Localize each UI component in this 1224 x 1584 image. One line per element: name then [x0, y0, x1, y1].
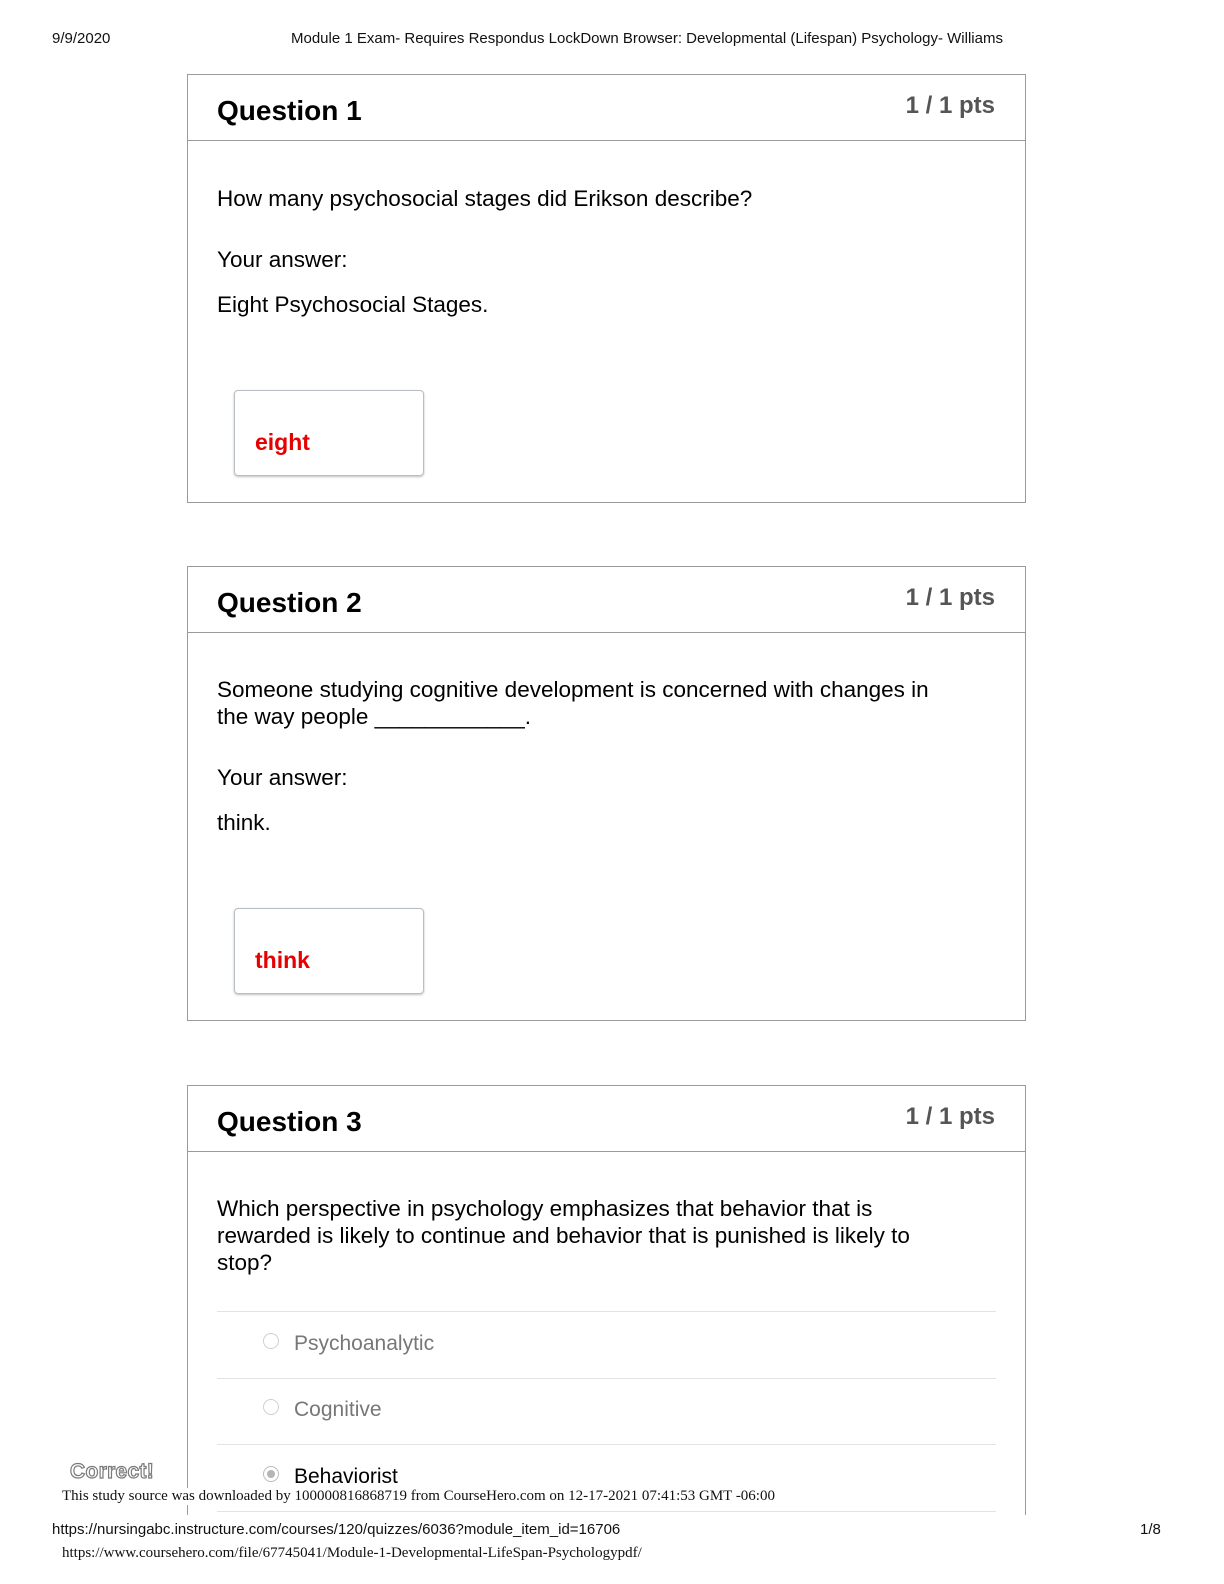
question-text-line: rewarded is likely to continue and behavior that is punished is likely to [217, 1223, 910, 1248]
option-label-selected: Behaviorist [294, 1465, 398, 1488]
question-title: Question 1 [217, 95, 362, 126]
radio-psychoanalytic[interactable] [263, 1333, 279, 1349]
question-text [217, 676, 987, 730]
correct-answer-text: think [255, 947, 310, 973]
radio-cognitive[interactable] [263, 1399, 279, 1415]
question-points: 1 / 1 pts [905, 584, 995, 611]
print-date: 9/9/2020 [52, 30, 111, 47]
question-points: 1 / 1 pts [905, 92, 995, 119]
correct-answer-box [234, 908, 424, 994]
option-label: Psychoanalytic [294, 1332, 435, 1355]
question-text-line: Someone studying cognitive development is concerned with changes in [217, 677, 929, 702]
question-header [188, 1086, 1025, 1152]
option-divider [217, 1511, 996, 1512]
question-card-1 [187, 74, 1026, 503]
your-answer-label: Your answer: [217, 247, 348, 272]
option-divider [217, 1444, 996, 1445]
page-url: https://nursingabc.instructure.com/courses/120/quizzes/6036?module_item_id=16706 [52, 1521, 621, 1538]
correct-feedback-label: Correct! [70, 1460, 155, 1483]
your-answer-value: Eight Psychosocial Stages. [217, 292, 489, 317]
your-answer-label: Your answer: [217, 765, 348, 790]
question-card-3 [187, 1085, 1026, 1515]
correct-answer-box [234, 390, 424, 476]
question-points: 1 / 1 pts [905, 1103, 995, 1130]
option-divider [217, 1378, 996, 1379]
option-divider [217, 1311, 996, 1312]
question-text-line: stop? [217, 1250, 273, 1275]
question-title: Question 2 [217, 587, 362, 618]
question-card-2 [187, 566, 1026, 1021]
question-text [217, 1195, 987, 1276]
download-watermark: This study source was downloaded by 100000816868719 from CourseHero.com on 12-17-2021 07:41:53 GMT -06:00 [62, 1488, 779, 1505]
page-title: Module 1 Exam- Requires Respondus LockDown Browser: Developmental (Lifespan) Psychology- Williams [291, 30, 1003, 47]
question-text-line: the way people ____________. [217, 704, 532, 729]
correct-answer-text: eight [255, 429, 310, 455]
question-header [188, 567, 1025, 633]
your-answer-value: think. [217, 810, 271, 835]
question-text-line: Which perspective in psychology emphasizes that behavior that is [217, 1196, 873, 1221]
question-text: How many psychosocial stages did Erikson describe? [217, 186, 753, 211]
question-title: Question 3 [217, 1106, 362, 1137]
question-header [188, 75, 1025, 141]
radio-behaviorist-selected[interactable] [263, 1466, 279, 1482]
option-label: Cognitive [294, 1398, 382, 1421]
source-url: https://www.coursehero.com/file/67745041/Module-1-Developmental-LifeSpan-Psychologypdf/ [62, 1545, 642, 1561]
page-number: 1/8 [1140, 1521, 1161, 1538]
